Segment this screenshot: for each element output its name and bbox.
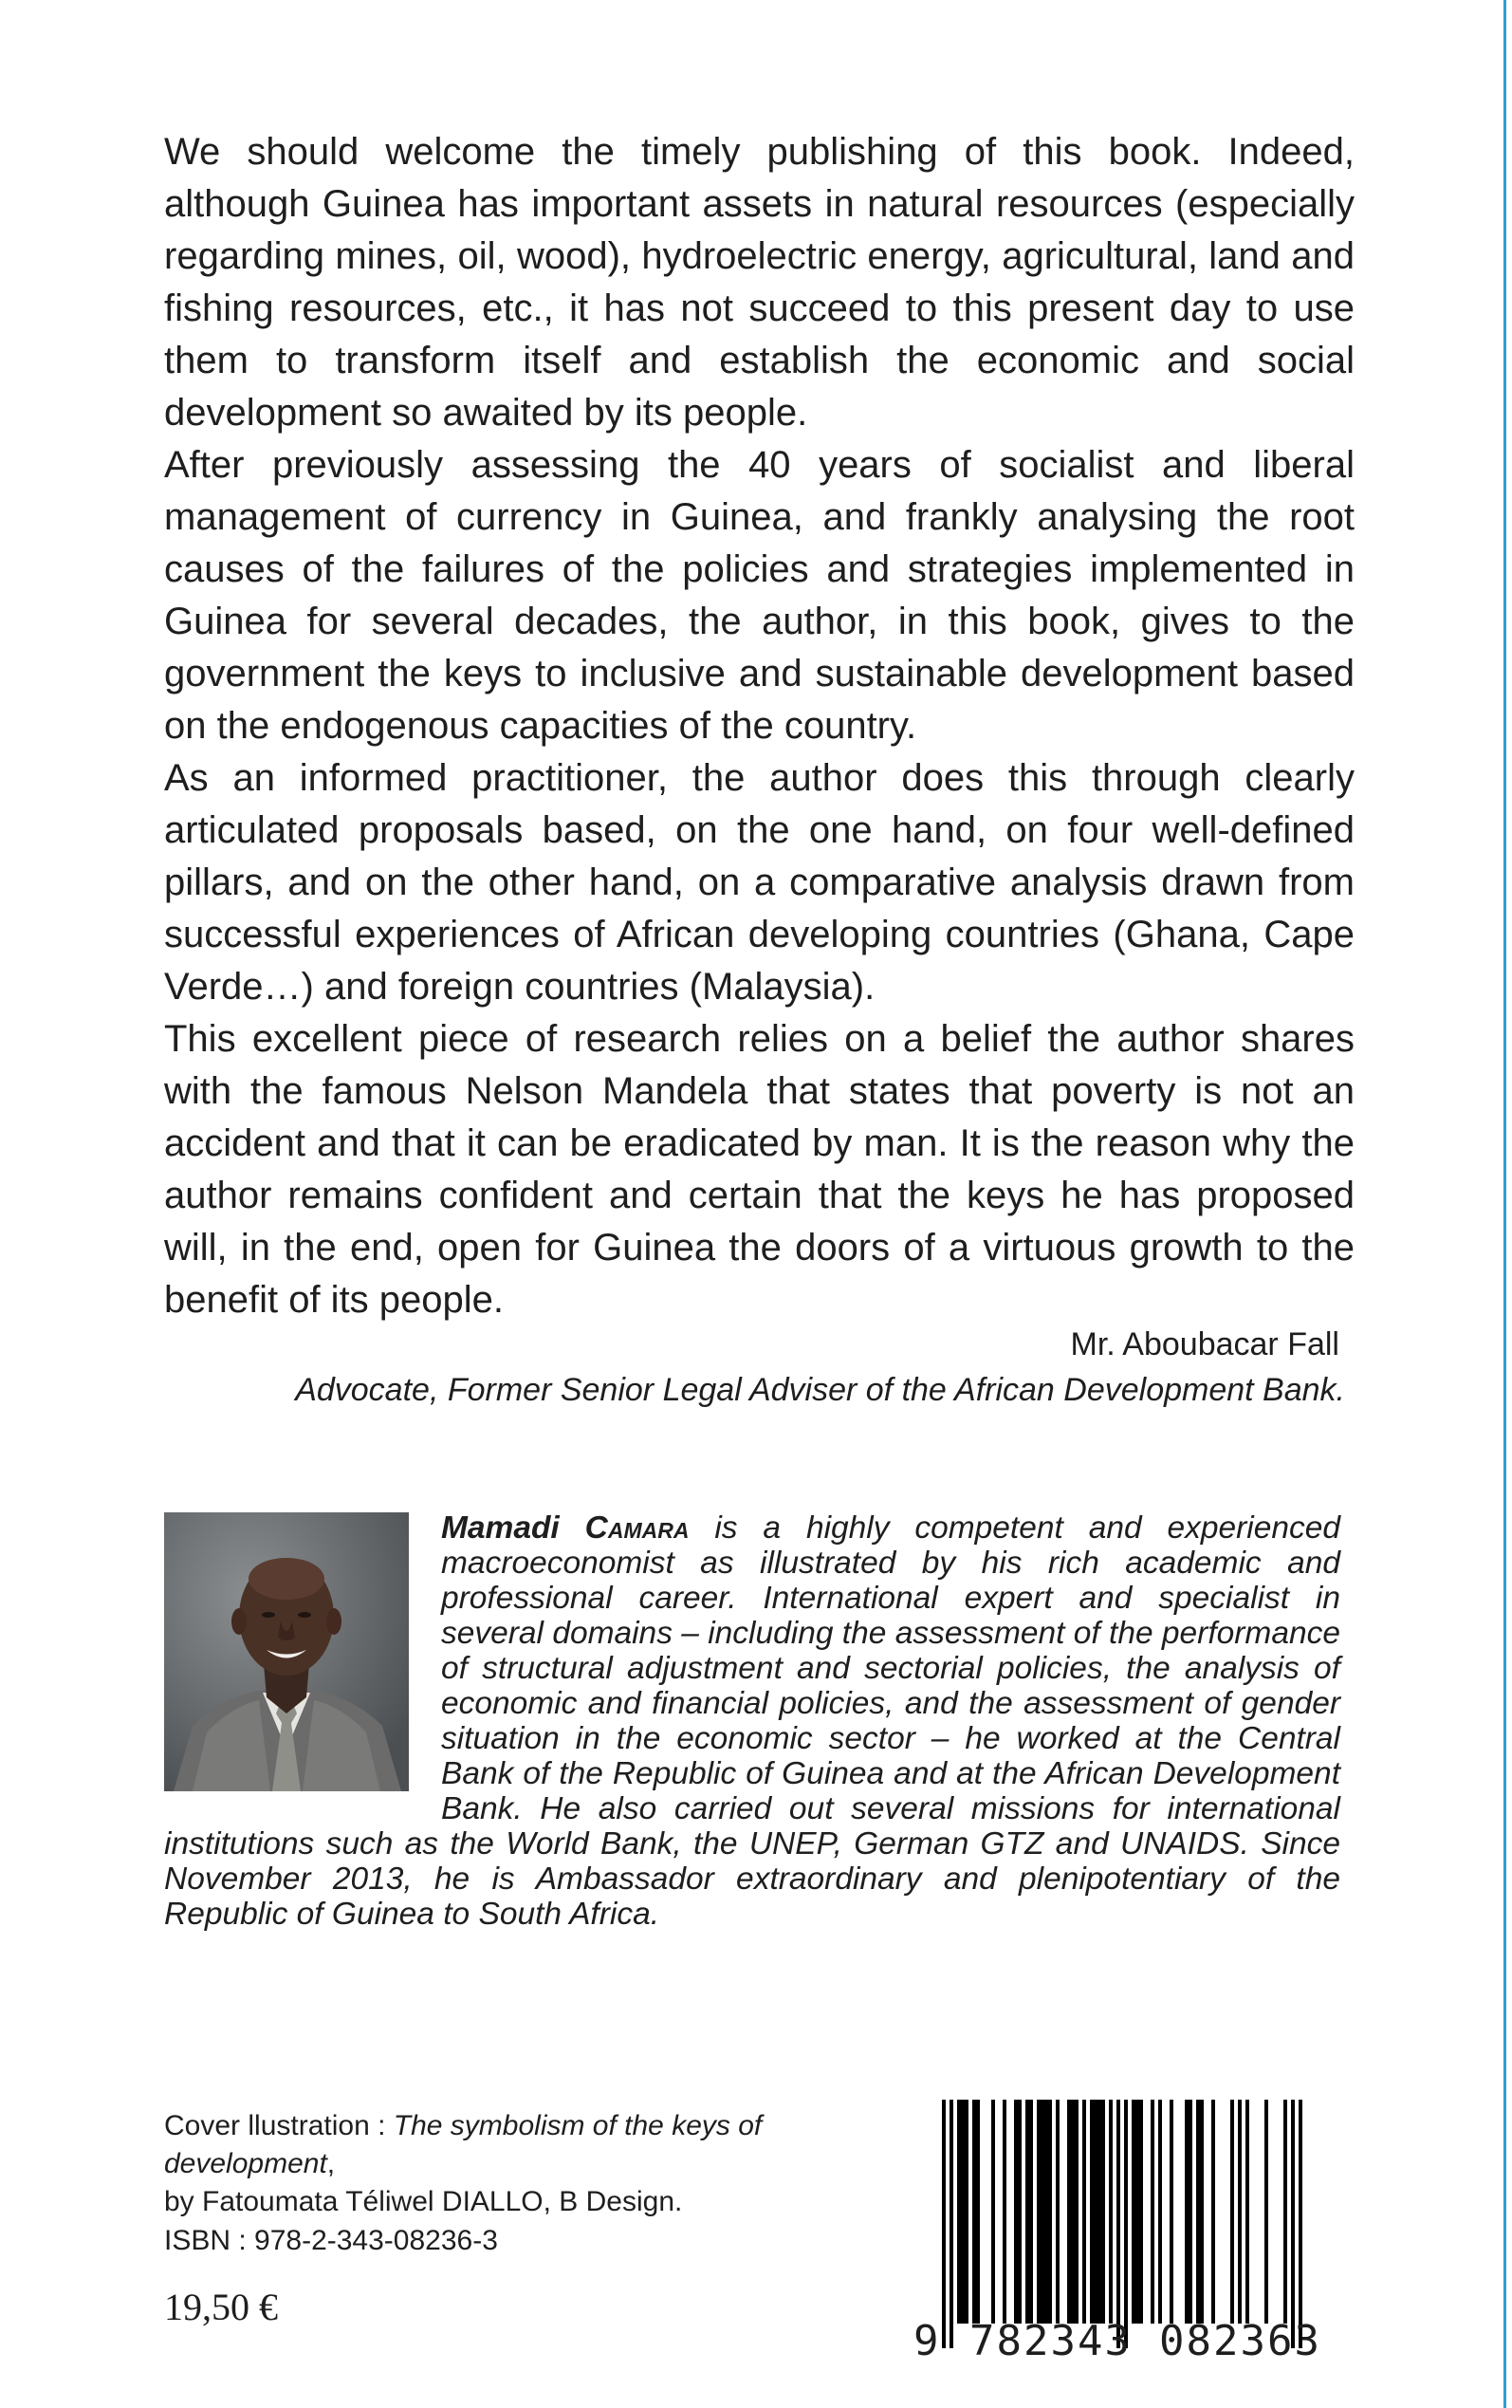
- barcode-bar: [1090, 2100, 1094, 2324]
- author-surname: Camara: [584, 1510, 690, 1546]
- barcode-bar: [972, 2100, 976, 2324]
- barcode-bar: [1014, 2100, 1018, 2324]
- barcode-bar: [1003, 2100, 1006, 2324]
- barcode-bar: [1075, 2100, 1079, 2324]
- barcode-bar: [1048, 2100, 1052, 2324]
- barcode-guard-bar: [1116, 2100, 1120, 2348]
- barcode-bar: [1170, 2100, 1173, 2324]
- cover-credit-title: The symbolism of the keys of development: [164, 2110, 763, 2179]
- barcode-bar: [1094, 2100, 1097, 2324]
- blurb-paragraph-2: After previously assessing the 40 years of socialist and liberal management of currency in Guinea, and frankly analysing the root causes of the failures of the policies and strategies implemented in Guinea for several decades, the author, in this book, gives to the government the keys to inclusive and sustainable development based on the endogenous capacities of the country.: [164, 444, 1355, 747]
- barcode-bar: [1196, 2100, 1200, 2324]
- barcode-bar: [1283, 2100, 1287, 2324]
- barcode-bar: [1082, 2100, 1086, 2324]
- barcode-bar: [991, 2100, 995, 2324]
- barcode-bar: [1037, 2100, 1041, 2324]
- barcode-bar: [1041, 2100, 1044, 2324]
- barcode-bar: [1101, 2100, 1105, 2324]
- barcode: [904, 2092, 1331, 2367]
- barcode-guard-bar: [950, 2100, 953, 2348]
- barcode-bar: [965, 2100, 968, 2324]
- barcode-bar: [1067, 2100, 1071, 2324]
- author-first-name: Mamadi: [441, 1510, 560, 1546]
- barcode-bar: [1097, 2100, 1101, 2324]
- author-bio-text: is a highly competent and experienced macroeconomist as illustrated by his rich academic and professional career. International expert and specialist in several domains – including the assessment of the performance of structural adjustment and sectorial policies, the analysis of economic and financial policies, and the assessment of gender situation in the economic sector – he worked at the Central Bank of the Republic of Guinea and at the African Development Bank. He also carried out several missions for international institutions such as the World Bank, the UNEP, German GTZ and UNAIDS. Since November 2013, he is Ambassador extraordinary and plenipotentiary of the Republic of Guinea to South Africa.: [164, 1510, 1340, 1932]
- barcode-bar: [1185, 2100, 1189, 2324]
- barcode-bar: [1135, 2100, 1139, 2324]
- barcode-bar: [1018, 2100, 1022, 2324]
- barcode-bar: [1211, 2100, 1215, 2324]
- cover-credit: [164, 2107, 885, 2221]
- cover-credit-label: Cover llustration :: [164, 2110, 394, 2141]
- cover-credit-byline: by Fatoumata Téliwel DIALLO, B Design.: [164, 2186, 683, 2217]
- blurb-paragraph-1: We should welcome the timely publishing of this book. Indeed, although Guinea has important assets in natural resources (especially regarding mines, oil, wood), hydroelectric energy, agricultural, land and fishing resources, etc., it has not succeed to this present day to use them to transform itself and establish the economic and social development so awaited by its people.: [164, 131, 1355, 434]
- barcode-bar: [1056, 2100, 1060, 2324]
- barcode-bar: [1264, 2100, 1268, 2324]
- blurb-signature: [164, 1322, 1345, 1413]
- blurb-paragraph-4: This excellent piece of research relies on a belief the author shares with the famous Nelson Mandela that states that poverty is not an accident and that it can be eradicated by man. It is the reason why the author remains confident and certain that the keys he has proposed will, in the end, open for Guinea the doors of a virtuous growth to the benefit of its people.: [164, 1018, 1355, 1321]
- blurb-paragraph-3: As an informed practitioner, the author does this through clearly articulated proposals based, on the one hand, on four well-defined pillars, and on the other hand, on a comparative analysis drawn from successful experiences of African developing countries (Ghana, Cape Verde…) and foreign countries (Malaysia).: [164, 757, 1355, 1008]
- barcode-bar: [1189, 2100, 1192, 2324]
- barcode-bar: [957, 2100, 961, 2324]
- barcode-bar: [1071, 2100, 1075, 2324]
- back-cover-blurb: [164, 126, 1355, 1326]
- barcode-bar: [1132, 2100, 1135, 2324]
- barcode-guard-bar: [1124, 2100, 1128, 2348]
- author-bio: [164, 1510, 1340, 1932]
- barcode-digits: [904, 2318, 1331, 2365]
- barcode-bar: [976, 2100, 980, 2324]
- barcode-guard-bar: [942, 2100, 946, 2348]
- barcode-bar: [1238, 2100, 1242, 2324]
- barcode-bar: [1158, 2100, 1162, 2324]
- barcode-lead-digit: 9: [913, 2317, 939, 2365]
- barcode-bar: [1025, 2100, 1029, 2324]
- barcode-group-1: 782343: [969, 2317, 1132, 2365]
- barcode-group-2: 082363: [1159, 2317, 1321, 2365]
- barcode-guard-bar: [1299, 2100, 1302, 2348]
- barcode-bar: [1245, 2100, 1249, 2324]
- barcode-bar: [1029, 2100, 1033, 2324]
- barcode-bar: [1230, 2100, 1234, 2324]
- barcode-bar: [1200, 2100, 1204, 2324]
- signature-role: Advocate, Former Senior Legal Adviser of the African Development Bank.: [295, 1372, 1345, 1408]
- barcode-bar: [1109, 2100, 1113, 2324]
- barcode-bar: [1151, 2100, 1154, 2324]
- author-photo: [164, 1512, 409, 1791]
- barcode-bar: [961, 2100, 965, 2324]
- page-edge-line: [1503, 0, 1506, 2408]
- barcode-guard-bar: [1291, 2100, 1295, 2348]
- cover-credit-punct: ,: [326, 2148, 336, 2179]
- barcode-bar: [1044, 2100, 1048, 2324]
- price: 19,50 €: [164, 2286, 278, 2328]
- barcode-bar: [1139, 2100, 1143, 2324]
- signature-name: Mr. Aboubacar Fall: [1070, 1326, 1339, 1362]
- isbn: ISBN : 978-2-343-08236-3: [164, 2225, 498, 2256]
